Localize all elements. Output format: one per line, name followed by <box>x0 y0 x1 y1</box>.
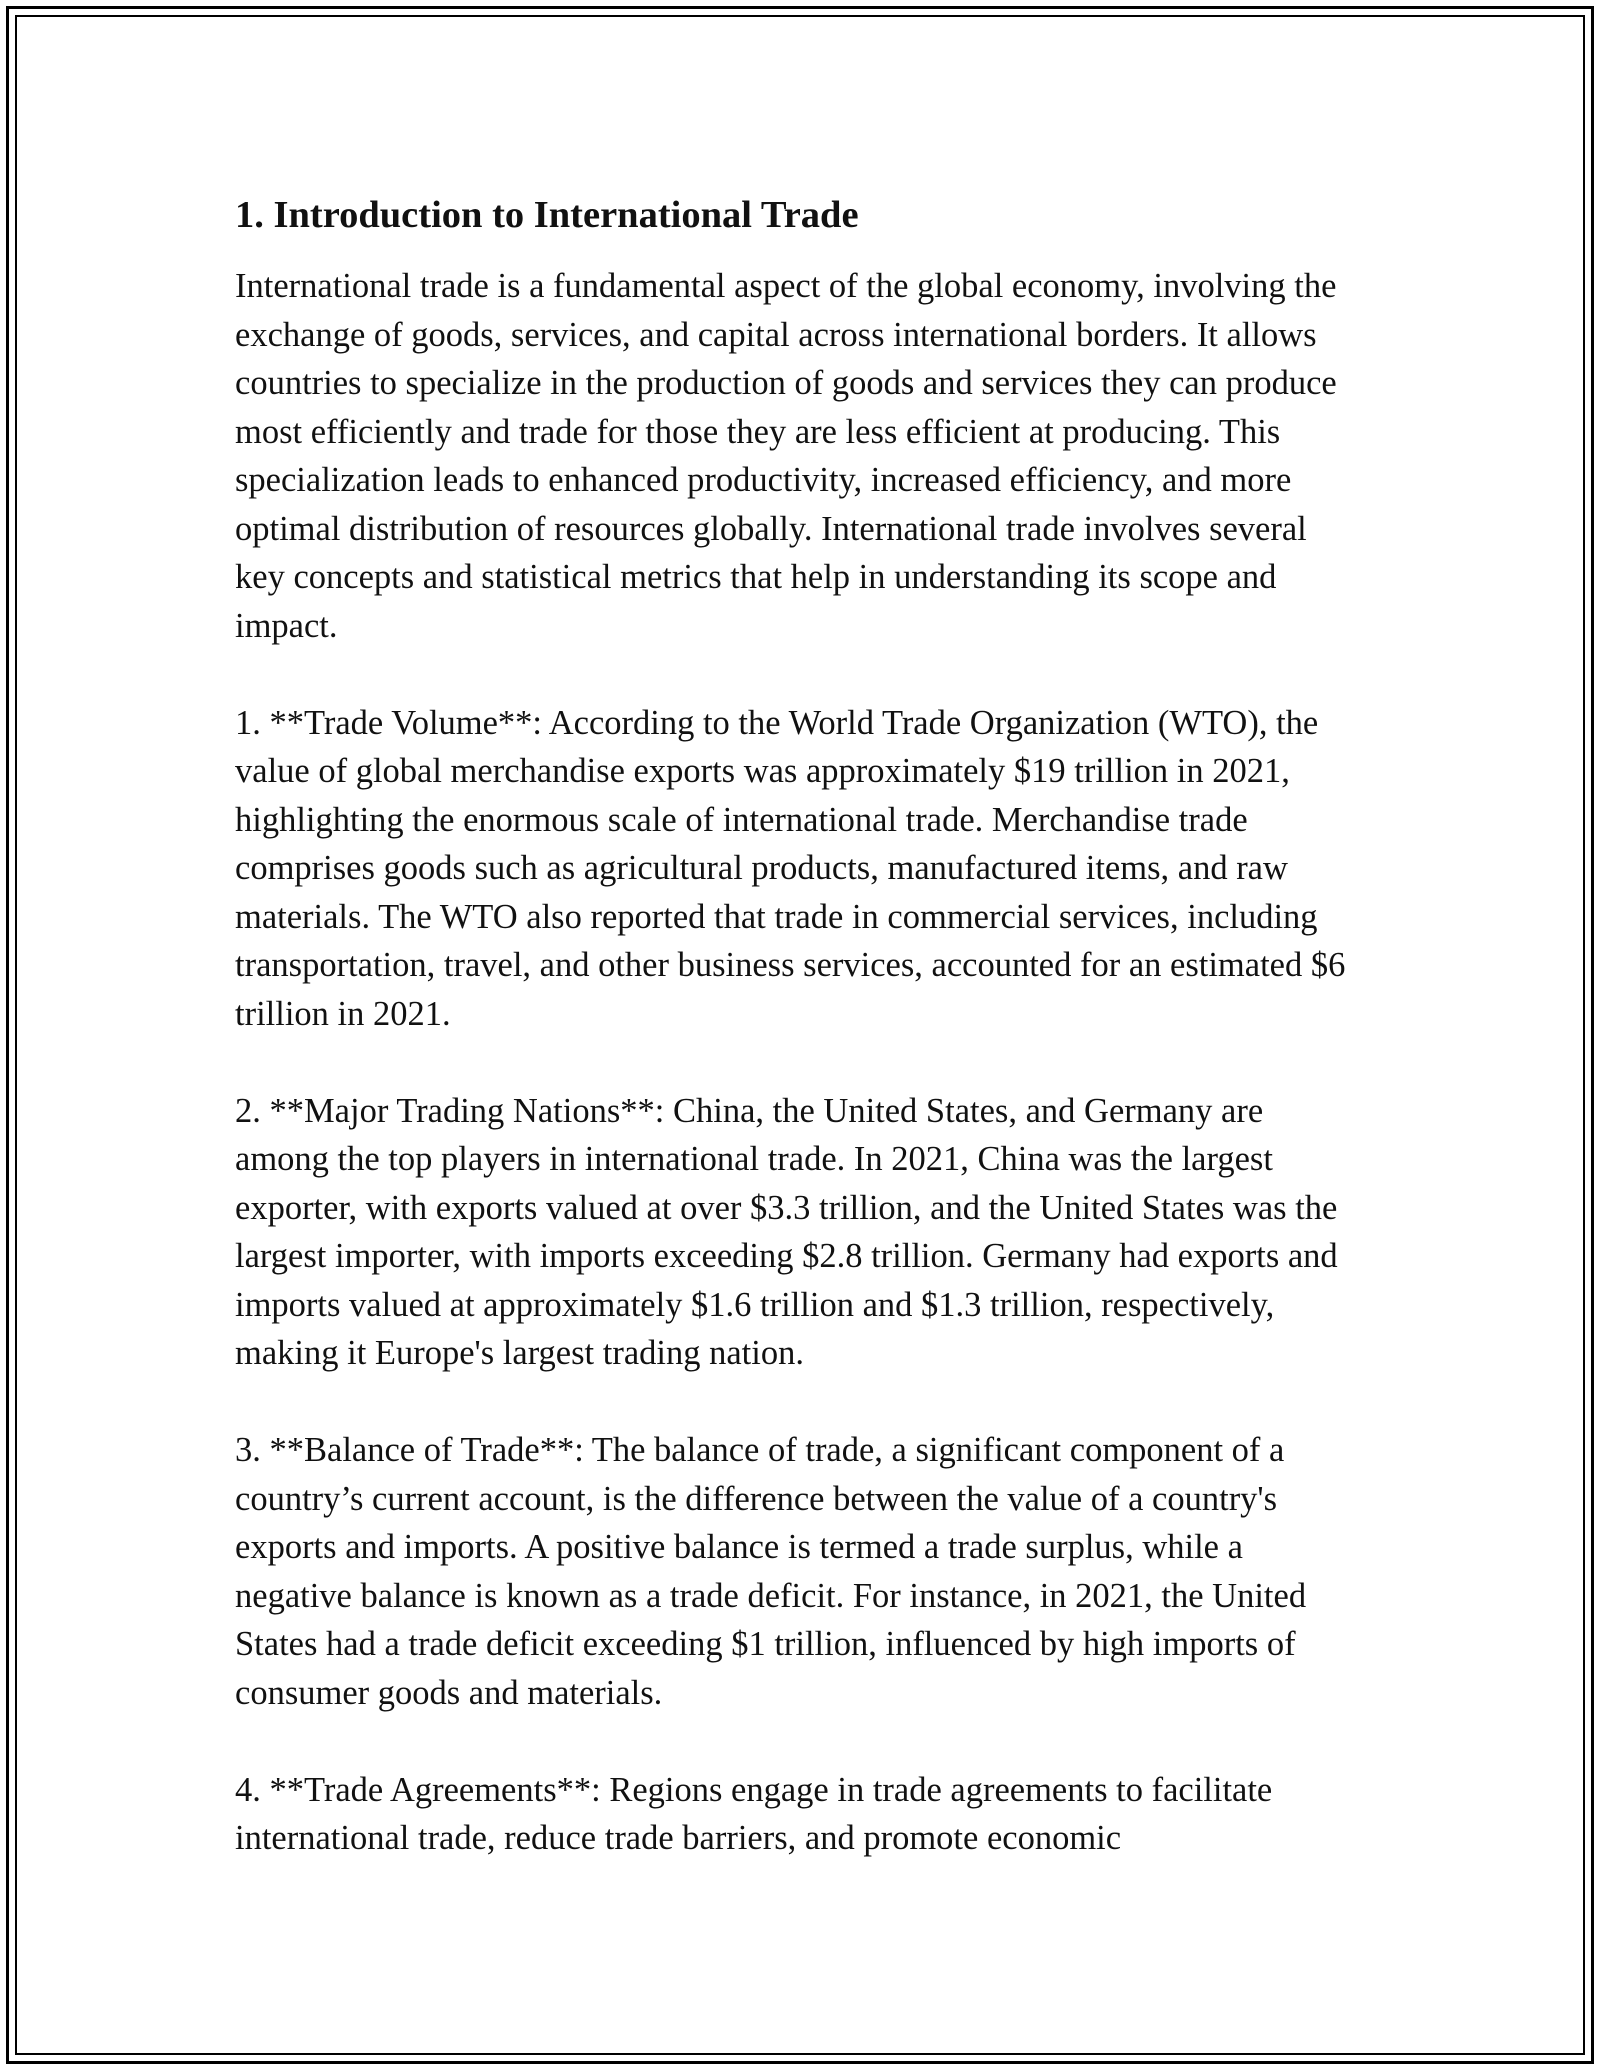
balance-of-trade-paragraph: 3. **Balance of Trade**: The balance of trade, a significant component of a country’s current account, is the difference between the value of a country's exports and imports. A positive balance is termed a trade surplus, while a negative balance is known as a trade deficit. For instance, in 2021, the United States had a trade deficit exceeding $1 trillion, influenced by high imports of consumer goods and materials. <box>235 1431 1307 1712</box>
intro-paragraph: International trade is a fundamental aspect of the global economy, involving the exchange of goods, services, and capital across international borders. It allows countries to specialize in the production of goods and services they can produce most efficiently and trade for those they are less efficient at producing. This specialization leads to enhanced productivity, increased efficiency, and more optimal distribution of resources globally. International trade involves several key concepts and statistical metrics that help in understanding its scope and impact. <box>235 267 1337 645</box>
trade-volume-paragraph: 1. **Trade Volume**: According to the World Trade Organization (WTO), the value of global merchandise exports was approximately $19 trillion in 2021, highlighting the enormous scale of international trade. Merchandise trade comprises goods such as agricultural products, manufactured items, and raw materials. The WTO also reported that trade in commercial services, including transportation, travel, and other business services, accounted for an estimated $6 trillion in 2021. <box>235 703 1346 1033</box>
major-trading-nations-paragraph: 2. **Major Trading Nations**: China, the United States, and Germany are among the top players in international trade. In 2021, China was the largest exporter, with exports valued at over $3.3 trillion, and the United States was the largest importer, with imports exceeding $2.8 trillion. Germany had exports and imports valued at approximately $1.6 trillion and $1.3 trillion, respectively, making it Europe's largest trading nation. <box>235 1091 1338 1372</box>
section-heading: 1. Introduction to International Trade <box>235 194 859 236</box>
document-body <box>235 188 1365 1863</box>
trade-agreements-paragraph: 4. **Trade Agreements**: Regions engage in trade agreements to facilitate international trade, reduce trade barriers, and promote economic <box>235 1770 1273 1857</box>
